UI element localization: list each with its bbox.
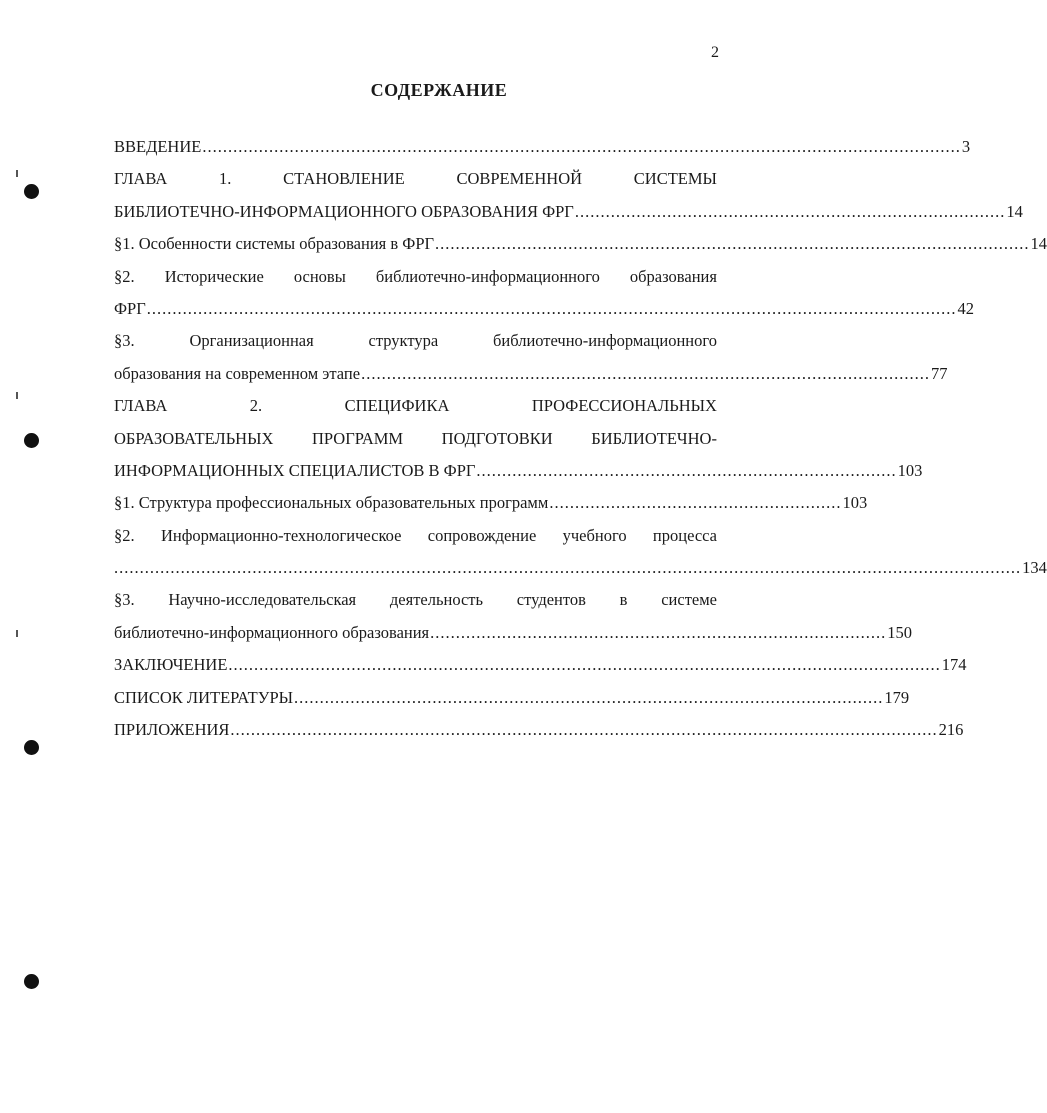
dot-leader: ............................................................................................................... [361,363,930,383]
dot-leader: .......................................................................................................................................... [230,720,938,740]
page-title: СОДЕРЖАНИЕ [370,80,508,100]
dot-leader: ........................................................................................................................................... [228,655,941,675]
toc-entry-chapter-1-cont[interactable]: БИБЛИОТЕЧНО-ИНФОРМАЦИОННОГО ОБРАЗОВАНИЯ ФРГ .................................................................................... 14 [114,196,717,228]
dot-leader: .................................................................................... [574,201,1006,221]
toc-entry-references[interactable]: СПИСОК ЛИТЕРАТУРЫ ................................................................................................................... 179 [114,682,717,714]
toc-entry-ch1-section-2[interactable]: §2. Исторические основы библиотечно-информационного образования [114,266,717,286]
toc-entry-conclusion[interactable]: ЗАКЛЮЧЕНИЕ ........................................................................................................................................... 174 [114,649,717,681]
dot-leader: ......................................................................................... [430,622,887,642]
toc-entry-ch2-section-3[interactable]: §3. Научно-исследовательская деятельность студентов в системе [114,590,717,610]
dot-leader: ................................................................................................................... [294,687,884,707]
toc-page: 77 [930,363,948,383]
toc-page: 216 [938,720,964,740]
dot-leader: .................................................................................. [476,460,897,480]
binder-hole [24,740,39,755]
table-of-contents [114,131,1047,746]
dot-leader: .................................................................................................................................................... [202,137,961,156]
dot-leader: .................................................................................................................... [435,234,1030,254]
dot-leader: .............................................................................................................................................................. [146,298,957,318]
toc-entry-intro[interactable]: ВВЕДЕНИЕ .................................................................................................................................................... 3 [114,131,717,163]
toc-page: 174 [941,655,967,675]
toc-page: 42 [957,298,975,318]
toc-page: 150 [887,622,913,642]
toc-entry-ch1-section-2-cont[interactable]: ФРГ .............................................................................................................................................................. 42 [114,293,717,325]
toc-page: 103 [842,493,868,513]
toc-entry-ch2-section-2[interactable]: §2. Информационно-технологическое сопровождение учебного процесса [114,525,717,545]
binder-hole [24,974,39,989]
toc-page: 14 [1006,201,1023,221]
toc-entry-ch1-section-1[interactable]: §1. Особенности системы образования в ФРГ .................................................................................................................... 14 [114,228,717,260]
toc-entry-chapter-2-cont2[interactable]: ИНФОРМАЦИОННЫХ СПЕЦИАЛИСТОВ В ФРГ .................................................................................. 103 [114,455,717,487]
toc-entry-ch1-section-3[interactable]: §3. Организационная структура библиотечно-информационного [114,331,717,351]
toc-page: 134 [1022,558,1047,578]
toc-entry-chapter-1[interactable]: ГЛАВА 1. СТАНОВЛЕНИЕ СОВРЕМЕННОЙ СИСТЕМЫ [114,169,717,189]
toc-page: 179 [884,687,910,707]
toc-page: 103 [897,460,923,480]
page-number: 2 [711,44,719,61]
dot-leader: ......................................................... [549,493,842,513]
toc-entry-ch2-section-1[interactable]: §1. Структура профессиональных образовательных программ ......................................................... 103 [114,487,717,519]
toc-page: 3 [961,137,971,156]
dot-leader: ................................................................................................................................................................................. [114,558,1022,578]
scan-mark [16,170,18,177]
toc-entry-chapter-2-cont[interactable]: ОБРАЗОВАТЕЛЬНЫХ ПРОГРАММ ПОДГОТОВКИ БИБЛИОТЕЧНО- [114,428,717,448]
toc-entry-chapter-2[interactable]: ГЛАВА 2. СПЕЦИФИКА ПРОФЕССИОНАЛЬНЫХ [114,396,717,416]
toc-entry-ch1-section-3-cont[interactable]: образования на современном этапе ............................................................................................................... 77 [114,358,717,390]
scan-mark [16,392,18,399]
toc-entry-ch2-section-2-cont[interactable] [114,552,1047,584]
binder-hole [24,184,39,199]
toc-entry-appendix[interactable]: ПРИЛОЖЕНИЯ .......................................................................................................................................... 216 [114,714,717,746]
toc-entry-ch2-section-3-cont[interactable]: библиотечно-информационного образования ......................................................................................... 150 [114,617,717,649]
binder-hole [24,433,39,448]
scan-mark [16,630,18,637]
toc-page: 14 [1030,234,1047,254]
